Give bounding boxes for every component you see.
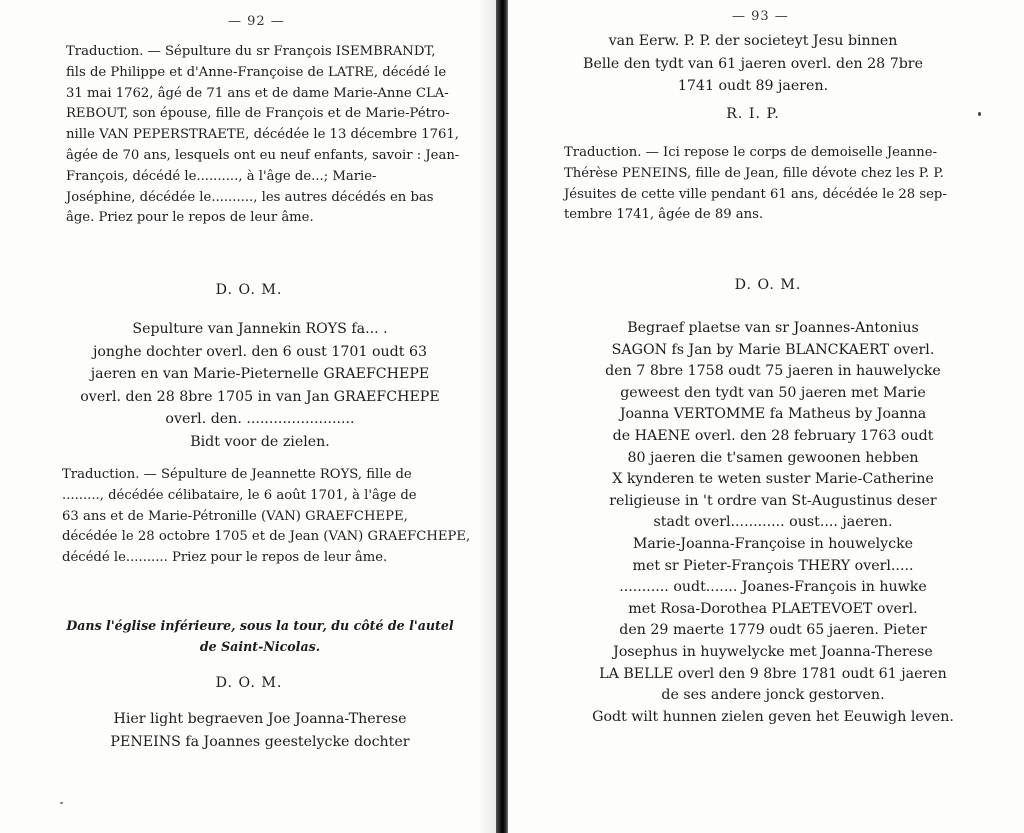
text-line: 31 mai 1762, âgé de 71 ans et de dame Marie-Anne CLA- xyxy=(66,85,449,101)
text-line: fils de Philippe et d'Anne-Françoise de LATRE, décédé le xyxy=(66,64,447,80)
epitaph-continued xyxy=(518,30,988,98)
text-line: Begraef plaetse van sr Joannes-Antonius xyxy=(627,320,919,336)
text-line: ........... oudt....... Joanes-François in huwke xyxy=(619,579,927,596)
text-line: den 29 maerte 1779 oudt 65 jaeren. Pieter xyxy=(619,622,927,639)
text-line: François, décédé le.........., à l'âge de...; Marie- xyxy=(66,168,377,184)
text-line: Thérèse PENEINS, fille de Jean, fille dévote chez les P. P. xyxy=(564,165,944,181)
text-line: tembre 1741, âgée de 89 ans. xyxy=(564,207,764,223)
text-line: Joséphine, décédée le.........., les autres décédés en bas xyxy=(66,189,434,205)
epitaph-sagon xyxy=(548,318,998,728)
text-line: religieuse in 't ordre van St-Augustinus deser xyxy=(609,492,937,509)
text-line: Godt wilt hunnen zielen geven het Eeuwigh leven. xyxy=(592,708,954,725)
book-gutter xyxy=(496,0,508,833)
text-line: PENEINS fa Joannes geestelycke dochter xyxy=(110,733,410,750)
text-line: ........., décédée célibataire, le 6 août 1701, à l'âge de xyxy=(62,487,417,503)
traduction-paragraph xyxy=(62,465,471,569)
text-line: de Saint-Nicolas. xyxy=(199,638,321,654)
rip-heading: R. I. P. xyxy=(726,106,780,122)
text-line: Hier light begraeven Joe Joanna-Therese xyxy=(113,711,407,727)
text-line: de HAENE overl. den 28 february 1763 oudt xyxy=(612,427,934,444)
text-line: jonghe dochter overl. den 6 oust 1701 oudt 63 xyxy=(92,343,428,360)
text-line: SAGON fs Jan by Marie BLANCKAERT overl. xyxy=(611,341,935,358)
text-line: nille VAN PEPERSTRAETE, décédée le 13 décembre 1761, xyxy=(66,127,459,143)
text-line: Traduction. — Sépulture de Jeannette ROYS, fille de xyxy=(62,467,412,482)
text-line: Joanna VERTOMME fa Matheus by Joanna xyxy=(619,406,927,423)
text-line: met sr Pieter-François THERY overl..... xyxy=(632,557,914,574)
text-line: 80 jaeren die t'samen gewoonen hebben xyxy=(627,449,919,466)
text-line: 1741 oudt 89 jaeren. xyxy=(677,78,829,95)
text-line: âgée de 70 ans, lesquels ont eu neuf enfants, savoir : Jean- xyxy=(66,147,460,163)
text-line: overl. den. ........................ xyxy=(165,411,355,428)
text-line: X kynderen te weten suster Marie-Catherine xyxy=(612,471,934,488)
text-line: geweest den tydt van 50 jaeren met Marie xyxy=(620,384,926,401)
text-line: van Eerw. P. P. der societeyt Jesu binnen xyxy=(608,33,898,49)
epitaph-roys xyxy=(30,318,490,454)
traduction-paragraph xyxy=(564,143,962,226)
ink-speck xyxy=(60,802,63,804)
ink-speck xyxy=(978,112,981,116)
text-line: Jésuites de cette ville pendant 61 ans, décédée le 28 sep- xyxy=(564,186,947,202)
text-line: Josephus in huywelycke met Joanna-Therese xyxy=(613,643,933,660)
page-number: — 92 — xyxy=(228,14,285,29)
text-line: décédé le.......... Priez pour le repos de leur âme. xyxy=(62,550,388,566)
page-93 xyxy=(508,0,1024,833)
dom-heading: D. O. M. xyxy=(734,277,802,293)
traduction-paragraph xyxy=(66,42,460,229)
text-line: Traduction. — Sépulture du sr François ISEMBRANDT, xyxy=(66,44,436,59)
text-line: décédée le 28 octobre 1705 et de Jean (VAN) GRAEFCHEPE, xyxy=(62,529,471,545)
text-line: den 7 8bre 1758 oudt 75 jaeren in hauwelycke xyxy=(605,363,941,380)
page-number: — 93 — xyxy=(732,9,789,24)
text-line: LA BELLE overl den 9 8bre 1781 oudt 61 jaeren xyxy=(599,665,947,682)
text-line: stadt overl............ oust.... jaeren. xyxy=(653,514,893,531)
text-line: Bidt voor de zielen. xyxy=(190,433,330,450)
epitaph-peneins xyxy=(30,708,490,753)
text-line: Traduction. — Ici repose le corps de demoiselle Jeanne- xyxy=(564,145,938,160)
text-line: jaeren en van Marie-Pieternelle GRAEFCHEPE xyxy=(90,366,430,383)
dom-heading: D. O. M. xyxy=(215,282,283,298)
gutter-shadow xyxy=(478,0,496,833)
text-line: âge. Priez pour le repos de leur âme. xyxy=(66,210,314,226)
text-line: 63 ans et de Marie-Pétronille (VAN) GRAEFCHEPE, xyxy=(62,508,408,524)
text-line: REBOUT, son épouse, fille de François et de Marie-Pétro- xyxy=(66,106,450,122)
text-line: Marie-Joanna-Françoise in houwelycke xyxy=(632,535,914,552)
text-line: de ses andere jonck gestorven. xyxy=(661,687,885,704)
text-line: overl. den 28 8bre 1705 in van Jan GRAEFCHEPE xyxy=(80,388,440,405)
dom-heading: D. O. M. xyxy=(215,675,283,691)
text-line: Dans l'église inférieure, sous la tour, du côté de l'autel xyxy=(66,618,454,633)
text-line: Belle den tydt van 61 jaeren overl. den 28 7bre xyxy=(583,55,923,72)
text-line: Sepulture van Jannekin ROYS fa... . xyxy=(132,321,388,337)
text-line: met Rosa-Dorothea PLAETEVOET overl. xyxy=(628,600,918,617)
page-92 xyxy=(0,0,498,833)
section-heading xyxy=(30,616,490,657)
